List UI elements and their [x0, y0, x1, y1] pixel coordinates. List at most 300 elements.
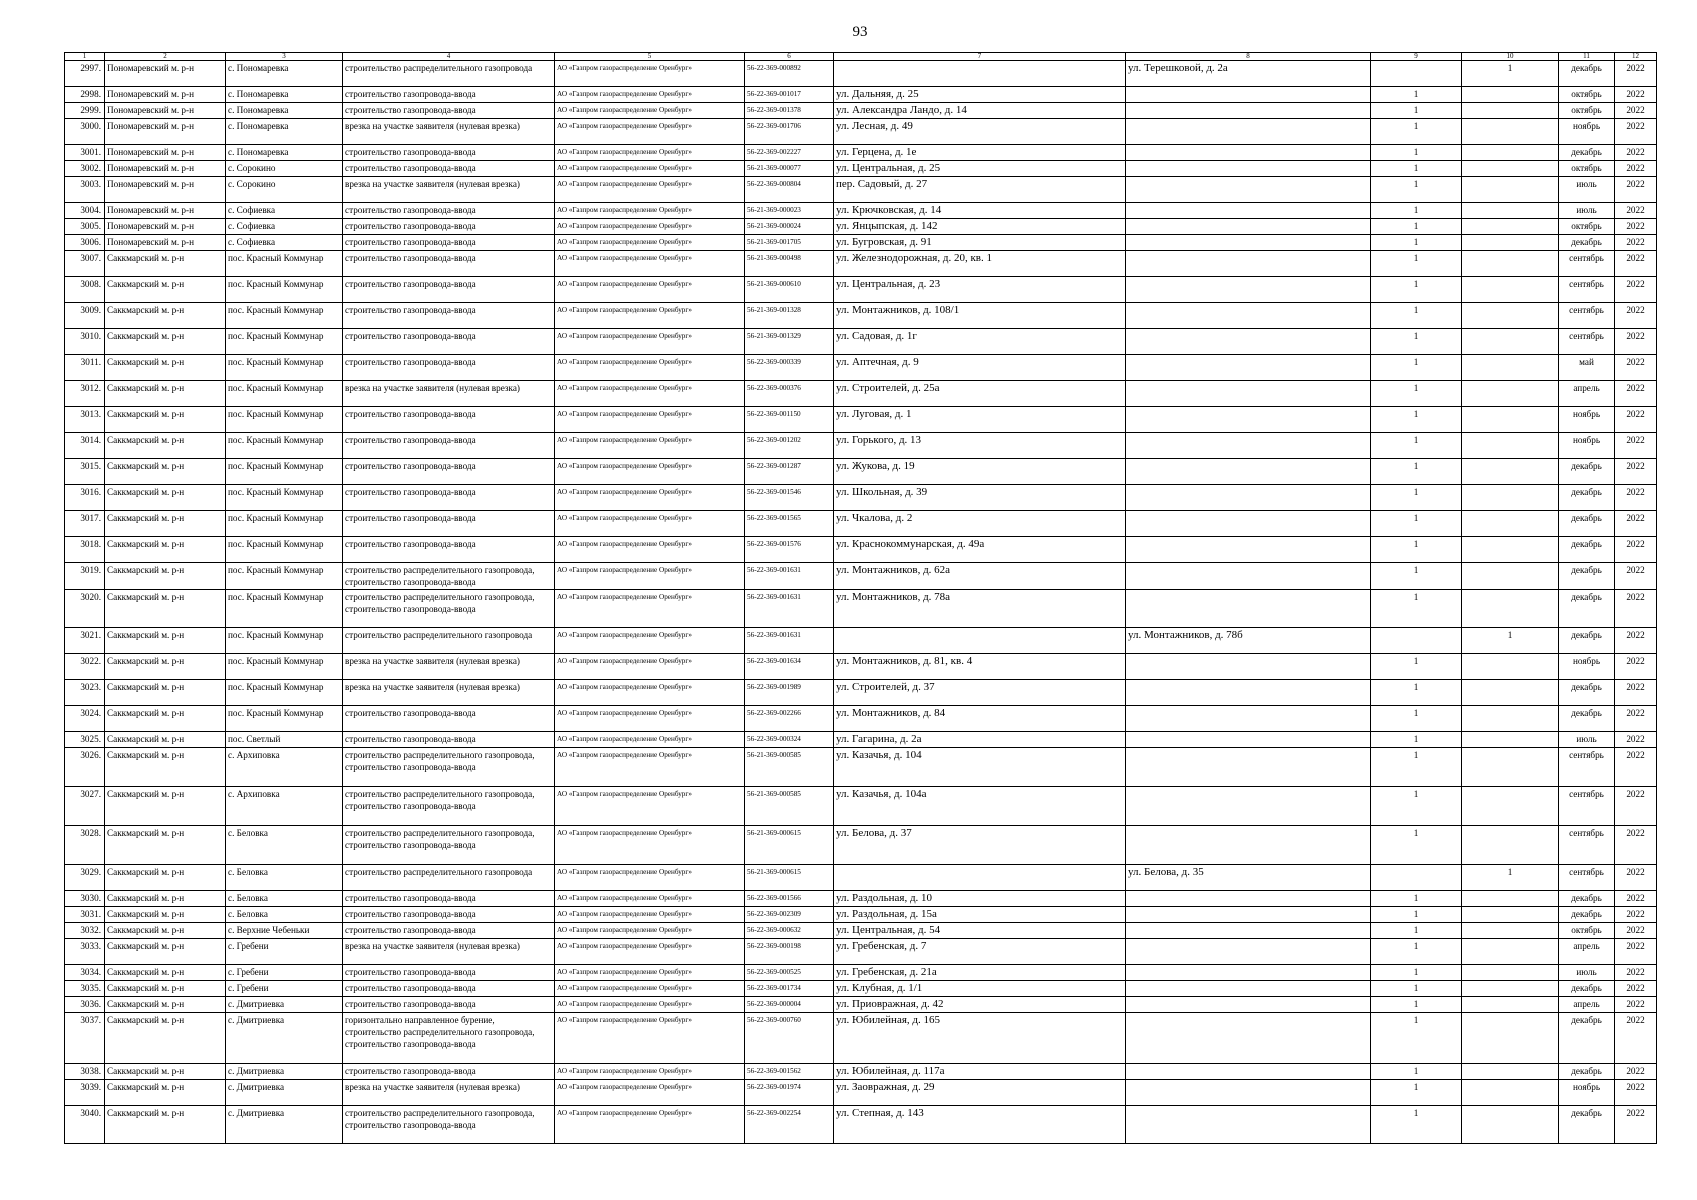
table-cell: Саккмарский м. р-н: [105, 485, 226, 511]
table-cell: [1126, 706, 1371, 732]
table-cell: апрель: [1559, 939, 1615, 965]
table-cell: [1462, 965, 1559, 981]
table-cell: врезка на участке заявителя (нулевая врезка): [343, 654, 555, 680]
table-cell: с. Софиевка: [226, 203, 343, 219]
table-cell: 1: [1371, 563, 1462, 590]
table-cell: 1: [1371, 219, 1462, 235]
table-cell: [1462, 219, 1559, 235]
table-cell: 3028.: [65, 826, 105, 865]
table-cell: 1: [1462, 61, 1559, 87]
table-cell: [1462, 235, 1559, 251]
table-cell: сентябрь: [1559, 748, 1615, 787]
table-cell: строительство газопровода-ввода: [343, 537, 555, 563]
column-number: 7: [834, 53, 1126, 61]
table-cell: 2022: [1615, 1013, 1657, 1064]
table-row: [65, 628, 1657, 654]
table-cell: АО «Газпром газораспределение Оренбург»: [555, 923, 745, 939]
table-row: [65, 485, 1657, 511]
table-cell: строительство распределительного газопровода: [343, 628, 555, 654]
table-cell: [1126, 590, 1371, 628]
table-cell: 3001.: [65, 145, 105, 161]
table-cell: Пономаревский м. р-н: [105, 235, 226, 251]
table-cell: строительство распределительного газопровода, строительство газопровода-ввода: [343, 1106, 555, 1144]
table-cell: 3017.: [65, 511, 105, 537]
table-cell: 2022: [1615, 177, 1657, 203]
table-cell: декабрь: [1559, 891, 1615, 907]
table-row: [65, 732, 1657, 748]
table-cell: 56-22-369-001202: [745, 433, 834, 459]
table-cell: 1: [1371, 177, 1462, 203]
table-cell: с. Гребени: [226, 939, 343, 965]
table-cell: пос. Красный Коммунар: [226, 329, 343, 355]
table-cell: 2022: [1615, 981, 1657, 997]
table-cell: 2022: [1615, 511, 1657, 537]
table-cell: 3019.: [65, 563, 105, 590]
table-cell: Саккмарский м. р-н: [105, 511, 226, 537]
table-cell: строительство газопровода-ввода: [343, 485, 555, 511]
table-cell: 3003.: [65, 177, 105, 203]
table-cell: 3006.: [65, 235, 105, 251]
table-cell: пос. Красный Коммунар: [226, 680, 343, 706]
table-cell: ул. Александра Ландо, д. 14: [834, 103, 1126, 119]
table-cell: октябрь: [1559, 161, 1615, 177]
table-cell: 56-22-369-001634: [745, 654, 834, 680]
table-cell: 3005.: [65, 219, 105, 235]
table-cell: [1462, 891, 1559, 907]
table-cell: ул. Центральная, д. 54: [834, 923, 1126, 939]
table-cell: 1: [1371, 251, 1462, 277]
table-cell: Саккмарский м. р-н: [105, 303, 226, 329]
table-cell: 56-21-369-000585: [745, 787, 834, 826]
table-cell: [1462, 277, 1559, 303]
table-cell: 2022: [1615, 277, 1657, 303]
table-cell: [1462, 537, 1559, 563]
table-cell: Саккмарский м. р-н: [105, 381, 226, 407]
table-row: [65, 654, 1657, 680]
table-cell: АО «Газпром газораспределение Оренбург»: [555, 485, 745, 511]
table-cell: АО «Газпром газораспределение Оренбург»: [555, 748, 745, 787]
table-cell: 2022: [1615, 654, 1657, 680]
table-cell: врезка на участке заявителя (нулевая врезка): [343, 177, 555, 203]
table-cell: 56-22-369-001566: [745, 891, 834, 907]
table-cell: 3026.: [65, 748, 105, 787]
table-cell: ул. Центральная, д. 23: [834, 277, 1126, 303]
table-cell: ул. Юбилейная, д. 165: [834, 1013, 1126, 1064]
table-cell: АО «Газпром газораспределение Оренбург»: [555, 177, 745, 203]
table-cell: [1126, 251, 1371, 277]
table-cell: АО «Газпром газораспределение Оренбург»: [555, 203, 745, 219]
table-cell: 3024.: [65, 706, 105, 732]
table-cell: 56-22-369-000376: [745, 381, 834, 407]
table-cell: [1462, 981, 1559, 997]
table-cell: октябрь: [1559, 103, 1615, 119]
table-cell: строительство газопровода-ввода: [343, 277, 555, 303]
table-cell: [1462, 511, 1559, 537]
table-row: [65, 303, 1657, 329]
table-row: [65, 1013, 1657, 1064]
table-cell: пос. Красный Коммунар: [226, 511, 343, 537]
table-cell: [1462, 1080, 1559, 1106]
table-cell: [1126, 203, 1371, 219]
table-cell: Саккмарский м. р-н: [105, 1106, 226, 1144]
table-row: [65, 381, 1657, 407]
table-cell: 56-22-369-000004: [745, 997, 834, 1013]
table-cell: строительство газопровода-ввода: [343, 433, 555, 459]
table-cell: строительство газопровода-ввода: [343, 87, 555, 103]
table-cell: декабрь: [1559, 907, 1615, 923]
table-cell: 2022: [1615, 1106, 1657, 1144]
table-cell: октябрь: [1559, 87, 1615, 103]
table-cell: 56-22-369-001562: [745, 1064, 834, 1080]
table-cell: с. Пономаревка: [226, 87, 343, 103]
table-cell: 56-22-369-001989: [745, 680, 834, 706]
table-cell: Пономаревский м. р-н: [105, 203, 226, 219]
table-cell: 56-22-369-001631: [745, 563, 834, 590]
table-cell: 56-21-369-000615: [745, 826, 834, 865]
table-cell: строительство газопровода-ввода: [343, 161, 555, 177]
table-cell: ул. Строителей, д. 37: [834, 680, 1126, 706]
table-cell: [1371, 628, 1462, 654]
table-cell: строительство распределительного газопровода, строительство газопровода-ввода: [343, 787, 555, 826]
table-cell: декабрь: [1559, 485, 1615, 511]
table-cell: 56-22-369-001974: [745, 1080, 834, 1106]
table-cell: 1: [1371, 891, 1462, 907]
table-cell: 3007.: [65, 251, 105, 277]
column-number: 6: [745, 53, 834, 61]
column-number: 5: [555, 53, 745, 61]
table-row: [65, 235, 1657, 251]
table-cell: Саккмарский м. р-н: [105, 891, 226, 907]
table-cell: [1126, 219, 1371, 235]
column-number: 9: [1371, 53, 1462, 61]
table-cell: 2022: [1615, 1064, 1657, 1080]
table-cell: 56-22-369-001017: [745, 87, 834, 103]
table-cell: 1: [1371, 1064, 1462, 1080]
table-cell: Саккмарский м. р-н: [105, 459, 226, 485]
table-cell: 2022: [1615, 485, 1657, 511]
table-cell: 56-22-369-001378: [745, 103, 834, 119]
table-cell: Саккмарский м. р-н: [105, 433, 226, 459]
table-cell: 2022: [1615, 865, 1657, 891]
table-cell: с. Беловка: [226, 826, 343, 865]
table-cell: пер. Садовый, д. 27: [834, 177, 1126, 203]
table-cell: ул. Монтажников, д. 84: [834, 706, 1126, 732]
table-cell: Саккмарский м. р-н: [105, 732, 226, 748]
table-cell: апрель: [1559, 997, 1615, 1013]
table-cell: 3010.: [65, 329, 105, 355]
table-row: [65, 907, 1657, 923]
table-cell: 3011.: [65, 355, 105, 381]
table-cell: с. Сорокино: [226, 161, 343, 177]
table-cell: 3040.: [65, 1106, 105, 1144]
table-cell: 3002.: [65, 161, 105, 177]
table-cell: строительство газопровода-ввода: [343, 355, 555, 381]
table-cell: ул. Заовражная, д. 29: [834, 1080, 1126, 1106]
table-cell: Саккмарский м. р-н: [105, 787, 226, 826]
table-cell: [1126, 907, 1371, 923]
table-cell: АО «Газпром газораспределение Оренбург»: [555, 355, 745, 381]
table-row: [65, 329, 1657, 355]
table-cell: [1126, 485, 1371, 511]
table-cell: 56-22-369-000198: [745, 939, 834, 965]
table-cell: сентябрь: [1559, 277, 1615, 303]
table-row: [65, 87, 1657, 103]
table-cell: [1371, 61, 1462, 87]
table-cell: сентябрь: [1559, 865, 1615, 891]
table-cell: [1126, 826, 1371, 865]
table-row: [65, 61, 1657, 87]
table-cell: АО «Газпром газораспределение Оренбург»: [555, 732, 745, 748]
table-cell: 56-21-369-000615: [745, 865, 834, 891]
table-cell: 2022: [1615, 87, 1657, 103]
table-row: [65, 537, 1657, 563]
table-cell: АО «Газпром газораспределение Оренбург»: [555, 277, 745, 303]
table-cell: 1: [1371, 748, 1462, 787]
table-cell: [1462, 1013, 1559, 1064]
table-cell: ноябрь: [1559, 654, 1615, 680]
table-cell: ул. Дальняя, д. 25: [834, 87, 1126, 103]
table-cell: 1: [1371, 161, 1462, 177]
table-cell: Саккмарский м. р-н: [105, 748, 226, 787]
table-cell: [1462, 1106, 1559, 1144]
table-cell: [1126, 1080, 1371, 1106]
table-cell: с. Пономаревка: [226, 119, 343, 145]
table-cell: [1126, 381, 1371, 407]
table-cell: с. Верхние Чебеньки: [226, 923, 343, 939]
table-cell: 2022: [1615, 459, 1657, 485]
table-cell: Пономаревский м. р-н: [105, 61, 226, 87]
table-cell: пос. Красный Коммунар: [226, 628, 343, 654]
table-cell: 56-22-369-001150: [745, 407, 834, 433]
table-cell: строительство газопровода-ввода: [343, 981, 555, 997]
table-cell: Пономаревский м. р-н: [105, 161, 226, 177]
table-cell: АО «Газпром газораспределение Оренбург»: [555, 537, 745, 563]
table-cell: 56-21-369-000498: [745, 251, 834, 277]
table-cell: [1462, 329, 1559, 355]
table-cell: пос. Красный Коммунар: [226, 381, 343, 407]
table-cell: ул. Чкалова, д. 2: [834, 511, 1126, 537]
table-cell: декабрь: [1559, 1064, 1615, 1080]
table-cell: декабрь: [1559, 511, 1615, 537]
table-cell: 1: [1371, 732, 1462, 748]
table-cell: 3009.: [65, 303, 105, 329]
table-cell: 2022: [1615, 145, 1657, 161]
table-cell: 2022: [1615, 590, 1657, 628]
table-cell: ул. Жукова, д. 19: [834, 459, 1126, 485]
table-cell: с. Дмитриевка: [226, 1106, 343, 1144]
table-cell: строительство газопровода-ввода: [343, 407, 555, 433]
table-cell: АО «Газпром газораспределение Оренбург»: [555, 706, 745, 732]
table-cell: строительство газопровода-ввода: [343, 103, 555, 119]
table-cell: 3031.: [65, 907, 105, 923]
table-cell: 2022: [1615, 251, 1657, 277]
table-cell: [1462, 381, 1559, 407]
table-cell: строительство газопровода-ввода: [343, 203, 555, 219]
table-cell: [1462, 563, 1559, 590]
table-cell: с. Софиевка: [226, 235, 343, 251]
table-cell: [1126, 732, 1371, 748]
table-cell: пос. Красный Коммунар: [226, 251, 343, 277]
table-row: [65, 355, 1657, 381]
table-cell: 56-21-369-000023: [745, 203, 834, 219]
table-cell: [1371, 865, 1462, 891]
table-row: [65, 145, 1657, 161]
table-cell: 3012.: [65, 381, 105, 407]
table-cell: [1462, 787, 1559, 826]
table-cell: [1462, 732, 1559, 748]
table-cell: пос. Красный Коммунар: [226, 590, 343, 628]
table-cell: декабрь: [1559, 61, 1615, 87]
table-cell: 1: [1371, 145, 1462, 161]
table-cell: [1462, 748, 1559, 787]
table-cell: Пономаревский м. р-н: [105, 119, 226, 145]
table-cell: 3020.: [65, 590, 105, 628]
table-cell: сентябрь: [1559, 826, 1615, 865]
table-cell: строительство газопровода-ввода: [343, 923, 555, 939]
gasification-table: [64, 52, 1657, 1144]
table-cell: Пономаревский м. р-н: [105, 87, 226, 103]
table-cell: ул. Терешковой, д. 2а: [1126, 61, 1371, 87]
table-row: [65, 219, 1657, 235]
table-cell: ул. Монтажников, д. 78б: [1126, 628, 1371, 654]
table-cell: АО «Газпром газораспределение Оренбург»: [555, 680, 745, 706]
table-cell: [1126, 459, 1371, 485]
table-cell: [1126, 1064, 1371, 1080]
table-cell: строительство газопровода-ввода: [343, 732, 555, 748]
table-cell: 56-22-369-001734: [745, 981, 834, 997]
table-cell: ул. Школьная, д. 39: [834, 485, 1126, 511]
table-cell: строительство газопровода-ввода: [343, 997, 555, 1013]
table-cell: [1462, 251, 1559, 277]
table-cell: 3015.: [65, 459, 105, 485]
table-cell: 1: [1371, 826, 1462, 865]
table-cell: 1: [1371, 923, 1462, 939]
table-cell: Саккмарский м. р-н: [105, 628, 226, 654]
table-row: [65, 706, 1657, 732]
table-cell: июль: [1559, 177, 1615, 203]
table-cell: 1: [1371, 485, 1462, 511]
table-cell: декабрь: [1559, 981, 1615, 997]
table-cell: пос. Красный Коммунар: [226, 407, 343, 433]
table-cell: АО «Газпром газораспределение Оренбург»: [555, 235, 745, 251]
table-cell: 3039.: [65, 1080, 105, 1106]
table-cell: ул. Луговая, д. 1: [834, 407, 1126, 433]
table-cell: [834, 61, 1126, 87]
table-cell: строительство газопровода-ввода: [343, 235, 555, 251]
table-cell: с. Дмитриевка: [226, 1080, 343, 1106]
table-cell: 2022: [1615, 939, 1657, 965]
table-cell: [1126, 407, 1371, 433]
table-row: [65, 748, 1657, 787]
table-cell: 2022: [1615, 61, 1657, 87]
table-cell: [1462, 177, 1559, 203]
table-row: [65, 965, 1657, 981]
table-cell: декабрь: [1559, 1106, 1615, 1144]
table-cell: 56-22-369-000324: [745, 732, 834, 748]
table-cell: [1462, 907, 1559, 923]
table-cell: 2022: [1615, 826, 1657, 865]
table-cell: 1: [1371, 965, 1462, 981]
table-cell: 2022: [1615, 732, 1657, 748]
table-cell: 3014.: [65, 433, 105, 459]
table-cell: АО «Газпром газораспределение Оренбург»: [555, 826, 745, 865]
table-cell: [1126, 787, 1371, 826]
table-cell: 1: [1371, 511, 1462, 537]
table-cell: Саккмарский м. р-н: [105, 965, 226, 981]
table-cell: ул. Гребенская, д. 7: [834, 939, 1126, 965]
table-cell: [1126, 891, 1371, 907]
table-cell: [1126, 939, 1371, 965]
table-cell: 2022: [1615, 680, 1657, 706]
table-cell: 56-21-369-000585: [745, 748, 834, 787]
table-cell: с. Беловка: [226, 907, 343, 923]
table-cell: АО «Газпром газораспределение Оренбург»: [555, 590, 745, 628]
table-cell: с. Софиевка: [226, 219, 343, 235]
table-cell: строительство распределительного газопровода, строительство газопровода-ввода: [343, 590, 555, 628]
table-row: [65, 119, 1657, 145]
table-cell: с. Беловка: [226, 865, 343, 891]
table-cell: с. Пономаревка: [226, 61, 343, 87]
table-cell: [1462, 997, 1559, 1013]
column-number: 12: [1615, 53, 1657, 61]
table-cell: ул. Степная, д. 143: [834, 1106, 1126, 1144]
table-cell: с. Сорокино: [226, 177, 343, 203]
table-cell: декабрь: [1559, 628, 1615, 654]
table-cell: [1126, 923, 1371, 939]
table-cell: ул. Белова, д. 37: [834, 826, 1126, 865]
table-cell: [1462, 407, 1559, 433]
table-cell: [1462, 1064, 1559, 1080]
table-cell: ул. Монтажников, д. 108/1: [834, 303, 1126, 329]
table-cell: 1: [1371, 87, 1462, 103]
table-cell: 1: [1371, 997, 1462, 1013]
table-cell: 1: [1371, 381, 1462, 407]
table-cell: сентябрь: [1559, 329, 1615, 355]
table-cell: ул. Лесная, д. 49: [834, 119, 1126, 145]
table-cell: 2022: [1615, 355, 1657, 381]
table-cell: июль: [1559, 965, 1615, 981]
table-cell: ул. Клубная, д. 1/1: [834, 981, 1126, 997]
table-cell: АО «Газпром газораспределение Оренбург»: [555, 459, 745, 485]
table-cell: 3004.: [65, 203, 105, 219]
table-cell: 3037.: [65, 1013, 105, 1064]
table-cell: Саккмарский м. р-н: [105, 939, 226, 965]
table-cell: пос. Светлый: [226, 732, 343, 748]
table-cell: 2022: [1615, 407, 1657, 433]
table-cell: Саккмарский м. р-н: [105, 407, 226, 433]
table-cell: [1462, 87, 1559, 103]
table-cell: 3025.: [65, 732, 105, 748]
table-row: [65, 680, 1657, 706]
page-number: 93: [852, 24, 868, 40]
table-cell: 3033.: [65, 939, 105, 965]
table-cell: [1462, 161, 1559, 177]
table-cell: Саккмарский м. р-н: [105, 355, 226, 381]
table-cell: 56-22-369-000892: [745, 61, 834, 87]
table-cell: пос. Красный Коммунар: [226, 485, 343, 511]
table-cell: 1: [1371, 459, 1462, 485]
table-cell: АО «Газпром газораспределение Оренбург»: [555, 329, 745, 355]
table-row: [65, 891, 1657, 907]
table-cell: АО «Газпром газораспределение Оренбург»: [555, 907, 745, 923]
table-cell: 2022: [1615, 537, 1657, 563]
table-cell: 2022: [1615, 923, 1657, 939]
table-cell: Саккмарский м. р-н: [105, 826, 226, 865]
table-cell: [1126, 235, 1371, 251]
table-cell: 3021.: [65, 628, 105, 654]
table-cell: 1: [1371, 103, 1462, 119]
table-cell: [1126, 177, 1371, 203]
